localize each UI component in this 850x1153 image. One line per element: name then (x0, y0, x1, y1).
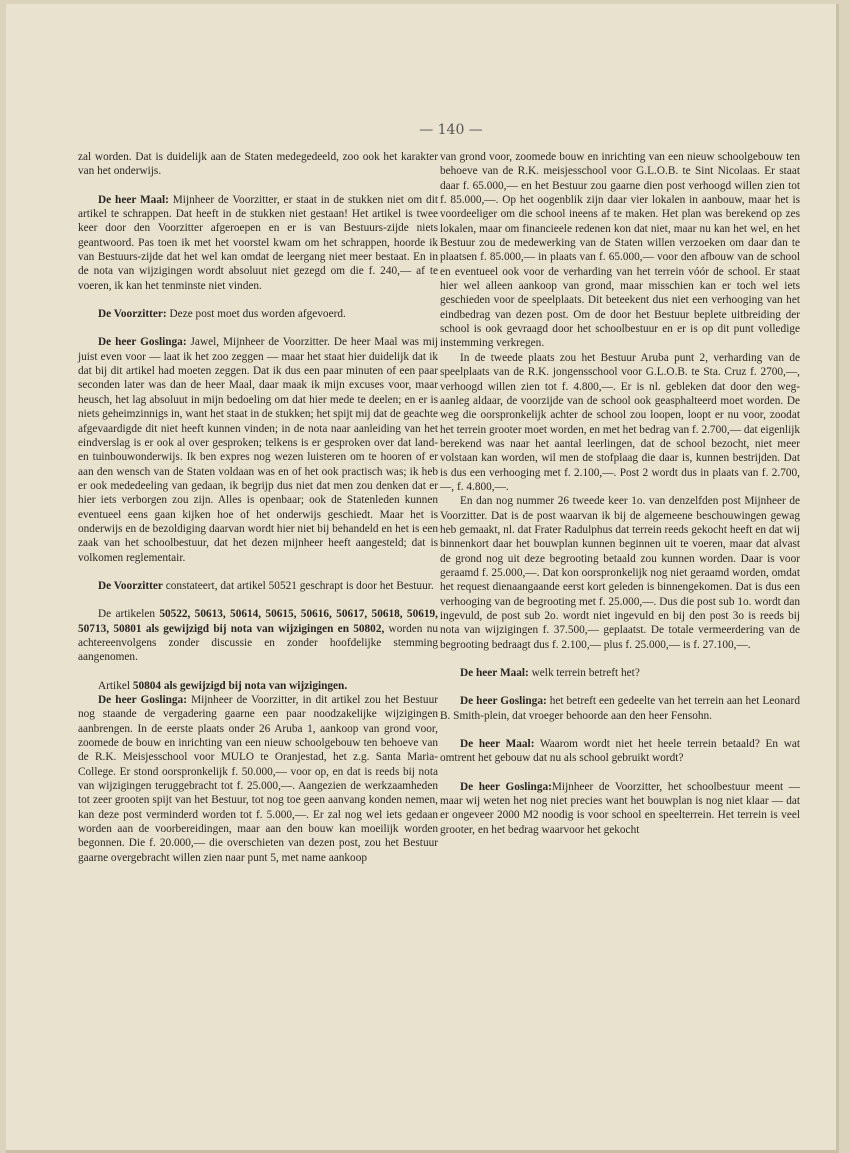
left-column (78, 150, 438, 879)
paragraph (440, 780, 800, 837)
paragraph-text: Mijnheer de Voorzitter, in dit artikel zou het Bestuur nog staande de vergadering gaarne een paar noodzakelijke wijzigingen aanbrengen. In de eerste plaats onder 26 Aruba 1, aankoop van grond voor, zoomede de bouw en inrichting van een nieuw schoolgebouw ten behoeve van de R.K. Meisjesschool voor MULO te Oranjestad, het z.g. Santa Maria-College. Er stond oorspronkelijk f. 50.000,— voor op, en dat is reeds bij nota van wijzigingen teruggebracht tot f. 25.000,—. Aangezien de werkzaamheden tot zeer grooten spijt van het Bestuur, tot nog toe geen aanvang konden nemen, kan deze post verminderd worden tot f. 5.000,—. Er zal nog wel iets gedaan worden aan de voorbereidingen, maar aan den bouw kan moeilijk worden begonnen. Die f. 20.000,— die overschieten van dezen post, zou het Bestuur gaarne overgebracht willen zien naar punt 5, met name aankoop (78, 694, 438, 864)
right-column (440, 150, 800, 851)
article-numbers: 50522, 50613, 50614, 50615, 50616, 50617, 50618, 50619, 50713, 50801 als gewijzigd bij nota van wijzigingen en 50802, (78, 608, 438, 635)
paragraph-text: De artikelen (98, 608, 160, 621)
paragraph: En dan nog nummer 26 tweede keer 1o. van denzelfden post Mijnheer de Voorzitter. Dat is de post waarvan ik bij de algemeene beschouwingen gewag heb gemaakt, nl. dat Frater Radulphus dat terrein reeds gekocht heeft en dat wij binnenkort daar het bouwplan kunnen beginnen uit te voeren, maar dat alvast de grond nog uit deze begrooting betaald zou kunnen worden. Daar is voor geraamd f. 25.000,—. Dat kon oorspronkelijk nog niet geraamd worden, omdat het request dienaangaande eerst kort geleden is binnengekomen. Dat is dus een verhooging van de begrooting met f. 25.000,—. Dus die post sub 1o. wordt dan ingevuld, de post sub 2o. wordt niet ingevuld en bij den post 3o is reeds bij nota van wijzigingen f. 37.500,— geplaatst. De totale vermeerdering van de begrooting bedraagt dus f. 2.100,— plus f. 25.000,— is f. 27.100,—. (440, 495, 800, 651)
paragraph-text: welk terrein betreft het? (528, 667, 640, 680)
paragraph-text: Mijnheer de Voorzitter, er staat in de stukken niet om dit artikel te schrappen. Dat heeft in de stukken niet gestaan! Het artikel is twee keer door den Voorzitter afgeroepen en er is van Bestuurs-zijde niets geantwoord. Pas toen ik met het voorstel kwam om het schrappen, hoorde ik van Bestuurs-zijde dat het wel kan omdat de leergang niet meer bestaat. En in de nota van wijzigingen wordt absoluut niet gezegd om die f. 240,— af te voeren, ik kan het tenminste niet vinden. (78, 193, 438, 292)
paragraph-text: Artikel (98, 679, 133, 692)
paragraph-text: Jawel, Mijnheer de Voorzitter. De heer Maal was mij juist even voor — laat ik het zoo zeggen — maar het staat hier duidelijk dat ik dat bij dit artikel had moeten zeggen. Dat ik dus een paar minuten of een paar seconden later was dan de heer Maal, daar maak ik mijn excuses voor, maar heusch, het lag absoluut in mijn bedoeling om dat hier mede te deelen; en er is niets geheimzinnigs in, want het staat in de stukken; het spijt mij dat de geachte afgevaardigde dit niet heeft kunnen vinden; in de nota naar aanleiding van het eindverslag is er ook al over gesproken; telkens is er gesproken over dat land- en tuinbouwonderwijs. Ik ben expres nog wezen luisteren om te hooren of er aan den wensch van de Staten voldaan was en of het ook practisch was; ik heb er ook mededeeling van gedaan, ik begrijp dus niet dat men zou denken dat er hier iets verborgen zou zijn. Alles is openbaar; ook de Statenleden kunnen eventueel eens gaan kijken hoe of het onderwijs geschiedt. Maar het is onderwijs en de bezoldiging daarvan wordt hier niet bij behandeld en het is een zaak van het schoolbestuur, dat het dezen mijnheer heeft aangesteld; dat is volkomen reglementair. (78, 336, 438, 564)
speaker-name: De Voorzitter: (98, 308, 167, 321)
paragraph (440, 737, 800, 766)
paragraph (78, 193, 438, 293)
speaker-name: De Voorzitter (98, 579, 163, 592)
paragraph (78, 607, 438, 664)
paragraph (78, 307, 438, 321)
paragraph (440, 666, 800, 680)
paragraph (78, 579, 438, 593)
speaker-name: De heer Goslinga: (98, 694, 187, 706)
paragraph (78, 693, 438, 865)
paragraph: In de tweede plaats zou het Bestuur Aruba punt 2, verharding van de speelplaats van de R.K. jongensschool voor G.L.O.B. te Sta. Cruz f. 2700,—, verhoogd willen zien tot f. 4.800,—. Er is nl. gebleken dat door den weg-aanleg aldaar, de voorzijde van de school ook geasphalteerd moet worden. De weg die oorspronkelijk achter de school zou loopen, loopt er nu voor, zoodat het terrein grooter moet worden, en met het bedrag van f. 2.700,— dat eigenlijk berekend was naar het aantal leerlingen, dat de school bezocht, niet meer volstaan kan worden, wil men de stofplaag die daar is, kunnen bestrijden. Dat is dus een verhooging met f. 2.100,—. Post 2 wordt dus in plaats van f. 2.700,—, f. 4.800,—. (440, 351, 800, 493)
paragraph (78, 679, 438, 693)
speaker-name: De heer Maal: (460, 667, 529, 680)
paragraph: zal worden. Dat is duidelijk aan de Staten medegedeeld, zoo ook het karakter van het onderwijs. (78, 151, 438, 178)
article-heading: 50804 als gewijzigd bij nota van wijzigingen. (132, 679, 348, 692)
paragraph: van grond voor, zoomede bouw en inrichting van een nieuw schoolgebouw ten behoeve van de R.K. meisjesschool voor G.L.O.B. te Sint Nicolaas. Er staat daar f. 65.000,— en het Bestuur zou gaarne dien post verhoogd willen zien tot f. 85.000,—. Op het oogenblik zijn daar vier lokalen in aanbouw, maar het is voordeeliger om die school ineens af te maken. Het plan was berekend op zes lokalen, maar om financieele redenen kon dat niet, maar nu kan het wel, en het Bestuur zou de medewerking van de Staten willen verzoeken om daar dan te plaatsen f. 85.000,— in plaats van f. 65.000,— voor den afbouw van de school en eventueel ook voor de verharding van het terrein vóór de school. Er staat hier wel alleen aankoop van grond, maar misschien kan er toch wel iets geschieden voor de speelplaats. Dit beteekent dus niet een verhooging van het eindbedrag van dezen post. Om de door het Bestuur beplete uitbreiding der school is ook gevraagd door het schoolbestuur en er is op dit punt volledige instemming verkregen. (440, 151, 800, 350)
paragraph (440, 694, 800, 723)
paragraph-text: constateert, dat artikel 50521 geschrapt is door het Bestuur. (162, 579, 434, 592)
speaker-name: De heer Goslinga: (460, 780, 552, 793)
paragraph-text: het betreft een gedeelte van het terrein aan het Leonard B. Smith-plein, dat vroeger behoorde aan den heer Fensohn. (440, 695, 800, 722)
speaker-name: De heer Maal: (98, 193, 169, 206)
speaker-name: De heer Goslinga: (98, 336, 187, 349)
page-number: — 140 — (419, 122, 483, 138)
speaker-name: De heer Maal: (460, 738, 535, 751)
document-page (6, 4, 839, 1153)
paragraph-text: Deze post moet dus worden afgevoerd. (166, 308, 346, 321)
paragraph-text: Mijnheer de Voorzitter, het schoolbestuur meent — maar wij weten het nog niet precies want het bouwplan is nog niet klaar — dat er ongeveer 2000 M2 noodig is voor school en speelterrein. Het terrein is veel grooter, en het bedrag waarvoor het gekocht (440, 780, 800, 836)
speaker-name: De heer Goslinga: (460, 695, 547, 708)
paragraph (78, 335, 438, 565)
paragraph-text: Waarom wordt niet het heele terrein betaald? En wat omtrent het gebouw dat nu als school gebruikt wordt? (440, 738, 801, 765)
paragraph-text: worden nu achtereenvolgens zonder discussie en zonder hoofdelijke stemming aangenomen. (78, 622, 438, 664)
